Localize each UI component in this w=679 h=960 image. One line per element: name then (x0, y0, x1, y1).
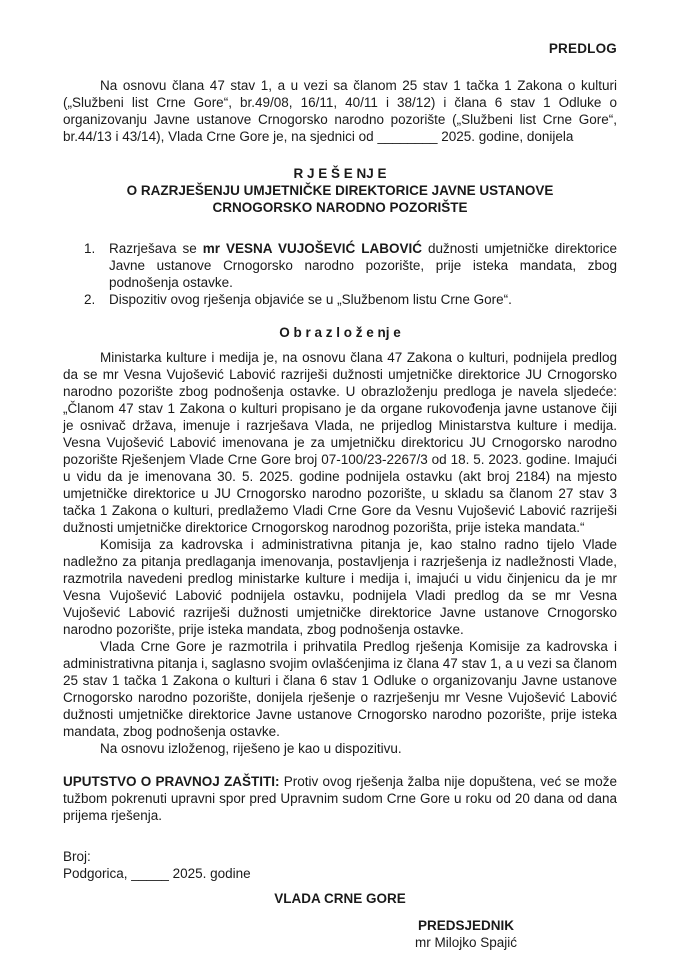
signature-name: mr Milojko Spajić (414, 935, 518, 950)
decision-item-2 (63, 291, 617, 308)
legal-notice-label: UPUTSTVO O PRAVNOJ ZAŠTITI: (63, 774, 280, 789)
decision-item-1 (63, 240, 617, 291)
item-1-text-pre: Razrješava se (109, 241, 203, 256)
intro-paragraph: Na osnovu člana 47 stav 1, a u vezi sa članom 25 stav 1 tačka 1 Zakona o kulturi („Službeni list Crne Gore“, br.49/08, 16/11, 40/11 i 38/12) i člana 6 stav 1 Odluke o organizovanju Javne ustanove Crnogorsko narodno pozorište („Službeni list Crne Gore“, br.44/13 i 43/14), Vlada Crne Gore je, na sjednici od ________ 2025. godine, donijela (63, 78, 617, 144)
decision-items (63, 240, 617, 308)
explanation-paragraph-3: Vlada Crne Gore je razmotrila i prihvatila Predlog rješenja Komisije za kadrovska i administrativna pitanja i, saglasno svojim ovlašćenjima iz člana 47 stav 1, a u vezi sa članom 25 stav 1 tačka 1 Zakona o kulturi i člana 6 stav 1 Odluke o organizovanju Javne ustanove Crnogorsko narodno pozorište, donijela rješenje o razrješenju mr Vesne Vujošević Labović dužnosti umjetničke direktorice Javne ustanove Crnogorsko narodno pozorište, prije isteka mandata, zbog podnošenja ostavke. (63, 639, 617, 739)
legal-notice-text: Protiv ovog rješenja žalba nije dopuštena, već se može tužbom pokrenuti upravni spor pred Upravnim sudom Crne Gore u roku od 20 dana od dana prijema rješenja. (63, 774, 617, 823)
title-line-1: R J E Š E NJ E (293, 166, 387, 181)
item-1-person-name: mr VESNA VUJOŠEVIĆ LABOVIĆ (202, 241, 422, 256)
signature-block (356, 917, 576, 951)
place-date-line: Podgorica, _____ 2025. godine (63, 866, 251, 881)
document-footer (63, 848, 617, 951)
title-line-3: CRNOGORSKO NARODNO POZORIŠTE (212, 200, 468, 215)
government-name: VLADA CRNE GORE (274, 891, 406, 906)
explanation-section (63, 349, 617, 757)
title-line-2: O RAZRJEŠENJU UMJETNIČKE DIREKTORICE JAVNE USTANOVE (126, 183, 554, 198)
explanation-paragraph-4: Na osnovu izloženog, riješeno je kao u dispozitivu. (100, 741, 402, 756)
document-title (63, 165, 617, 216)
document-tag: PREDLOG (548, 41, 617, 56)
obrazlozenje-heading: O b r a z l o ž e nj e (279, 325, 401, 340)
number-label: Broj: (63, 849, 91, 864)
signature-title: PREDSJEDNIK (417, 918, 515, 933)
item-1-text-post: dužnosti umjetničke direktorice Javne ustanove Crnogorsko narodno pozorište, prije isteka mandata, zbog podnošenja ostavke. (109, 241, 617, 290)
item-2-text: Dispozitiv ovog rješenja objaviće se u „Službenom listu Crne Gore“. (109, 292, 512, 307)
item-1-text (109, 240, 617, 291)
item-2-number: 2. (84, 292, 96, 307)
legal-notice (63, 773, 617, 824)
item-1-number: 1. (84, 241, 96, 256)
explanation-paragraph-2: Komisija za kadrovska i administrativna pitanja je, kao stalno radno tijelo Vlade nadležno za pitanja predlaganja imenovanja, postavljenja i razrješenja iz nadležnosti Vlade, razmotrila navedeni predlog ministarke kulture i medija i, imajući u vidu činjenicu da je mr Vesna Vujošević Labović podnijela ostavku, podnijela Vladi predlog da se mr Vesna Vujošević Labović razriješi dužnosti umjetničke direktorice Javne ustanove Crnogorsko narodno pozorište, prije isteka mandata, zbog podnošenja ostavke. (63, 537, 617, 637)
explanation-paragraph-1: Ministarka kulture i medija je, na osnovu člana 47 Zakona o kulturi, podnijela predlog da se mr Vesna Vujošević Labović razriješi dužnosti umjetničke direktorice JU Crnogorsko narodno pozorište zbog podnošenja ostavke. U obrazloženju predloga je navela sljedeće: „Članom 47 stav 1 Zakona o kulturi propisano je da organe rukovođenja javne ustanove čiji je osnivač država, imenuje i razrješava Vlada, ne prijedlog Ministarstva kulture i medija. Vesna Vujošević Labović imenovana je za umjetničku direktoricu JU Crnogorsko narodno pozorište Rješenjem Vlade Crne Gore broj 07-100/23-2267/3 od 18. 5. 2023. godine. Imajući u vidu da je imenovana 30. 5. 2025. godine podnijela ostavku (akt broj 2184) na mjesto umjetničke direktorice u JU Crnogorsko narodno pozorište, u skladu sa članom 27 stav 3 tačka 1 Zakona o kulturi, predlažemo Vladi Crne Gore da Vesnu Vujošević Labović razriješi dužnosti umjetničke direktorice Crnogorskog narodnog pozorišta, prije isteka mandata.“ (63, 350, 617, 535)
